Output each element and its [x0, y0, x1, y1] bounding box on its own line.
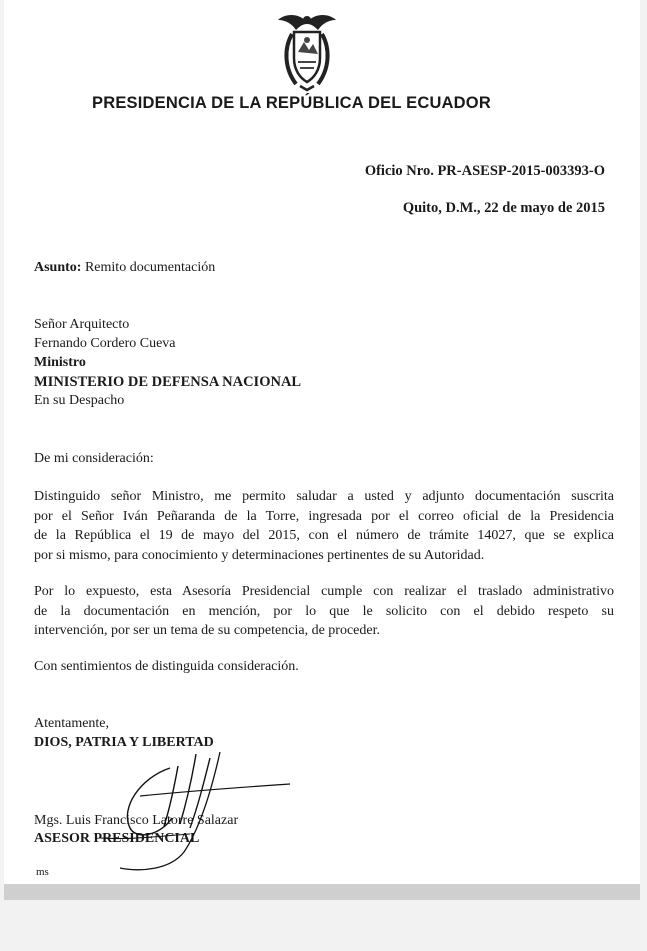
paragraph-line: de la documentación en mención, por lo que le solicito con el debido respeto su [34, 603, 614, 619]
ecuador-coat-of-arms-icon [276, 8, 338, 92]
paragraph-line: intervención, por ser un tema de su competencia, de proceder. [34, 623, 380, 638]
body-paragraph-2 [34, 582, 614, 641]
recipient-office: En su Despacho [34, 393, 125, 408]
place-date: Quito, D.M., 22 de mayo de 2015 [402, 200, 605, 216]
subject-line [34, 260, 215, 276]
oficio-number: Oficio Nro. PR-ASESP-2015-003393-O [364, 163, 605, 179]
recipient-honorific: Señor Arquitecto [34, 317, 130, 332]
subject-label: Asunto: [34, 260, 82, 275]
recipient-ministry: MINISTERIO DE DEFENSA NACIONAL [34, 374, 302, 390]
closing-line: Con sentimientos de distinguida consideración. [34, 659, 299, 674]
paragraph-line: por el Señor Iván Peñaranda de la Torre, ingresada por el correo oficial de la Presidencia [34, 508, 614, 524]
page-bottom-band [4, 884, 640, 900]
signer-name: Mgs. Luis Francisco Latorre Salazar [34, 813, 239, 828]
recipient-position: Ministro [34, 355, 86, 370]
signer-title: ASESOR PRESIDENCIAL [34, 831, 200, 846]
subject-value: Remito documentación [81, 260, 216, 275]
paragraph-line: Por lo expuesto, esta Asesoría Presidencial cumple con realizar el traslado administrativo [34, 584, 614, 599]
signoff-greeting: Atentamente, [34, 716, 110, 731]
body-paragraph-1 [34, 487, 614, 565]
paragraph-line: por si mismo, para conocimiento y determinaciones pertinentes de su Autoridad. [34, 547, 485, 563]
salutation: De mi consideración: [34, 451, 154, 466]
paragraph-line: Distinguido señor Ministro, me permito saludar a usted y adjunto documentación suscrita [34, 489, 614, 504]
recipient-name: Fernando Cordero Cueva [34, 336, 176, 351]
letter-page [4, 0, 640, 884]
motto: DIOS, PATRIA Y LIBERTAD [34, 735, 214, 750]
institution-title: PRESIDENCIA DE LA REPÚBLICA DEL ECUADOR [92, 94, 491, 112]
paragraph-line: de la República el 19 de mayo del 2015, con el número de trámite 14027, que se explica [34, 528, 614, 543]
typist-initials: ms [36, 866, 49, 878]
